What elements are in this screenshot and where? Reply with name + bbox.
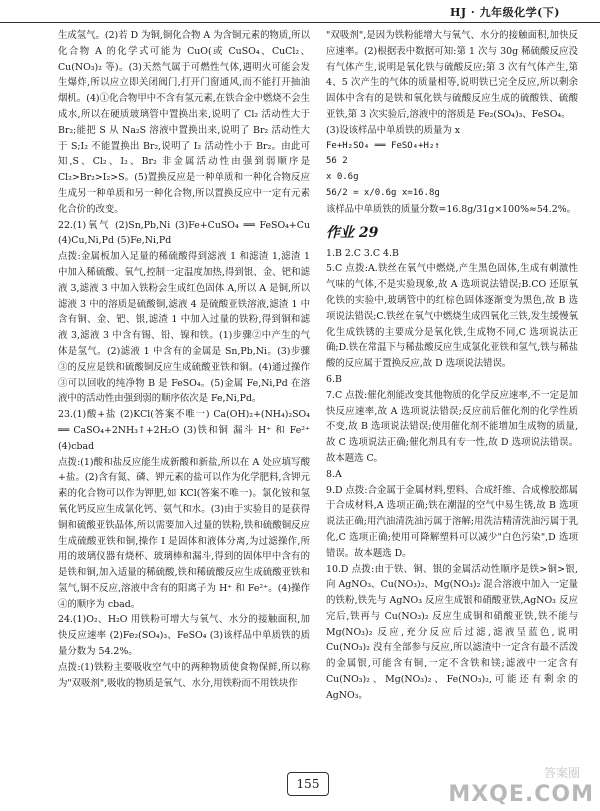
explanation-10: 10.D 点拨:由于铁、铜、银的金属活动性顺序是铁>铜>银,向 AgNO₃、Cu(NO₃)₂、Mg(NO₃)₂ 混合溶液中加入一定量的铁粉,铁先与 AgNO₃ 反应生成银和硝酸亚铁,AgNO₃ 反应完后,铁再与 Cu(NO₃)₂ 反应生成铜和硝酸亚铁,铁不能与 Mg(NO₃)₂ 反应,充分反应后过滤,滤液呈蓝色,说明 Cu(NO₃)₂ 没有全部参与反应,所以滤渣中一定含有最不活泼的金属银,可能含有铜,一定不含铁和镁;滤液中一定含有 Cu(NO₃)₂、Mg(NO₃)₂、Fe(NO₃)₂,可能还有剩余的 AgNO₃。 xyxy=(326,563,578,701)
solution-intro: (3)设该样品中单质铁的质量为 x xyxy=(326,124,461,136)
explanation-24: 点拨:(1)铁粉主要吸收空气中的两种物质使食物保鲜,所以称为"双吸剂",吸收的物质是氧气、水分,用铁粉而不用铁块作 xyxy=(58,661,310,689)
answer-8: 8.A xyxy=(326,468,342,480)
equation-ratio: 56/2 = x/0.6g x=16.8g xyxy=(326,187,440,198)
equation: Fe+H₂SO₄ ══ FeSO₄+H₂↑ xyxy=(326,140,440,151)
explanation-23: 点拨:(1)酸和盐反应能生成新酸和新盐,所以在 A 处应填写酸+盐。(2)含有氮、磷、钾元素的盐可以作为化学肥料,含钾元素的化合物可以作为钾肥,如 KCl(答案不唯一)。氯化铵和氢氧化钙反应生成氯化钙、氨气和水。(3)由于实验目的是获得铜和硫酸亚铁晶体,所以需要加入过量的铁粉,铁和硫酸铜反应生成硫酸亚铁和铜,操作 I 是固体和液体分离,为过滤操作,所用的玻璃仪器有烧杯、玻璃棒和漏斗,得到的固体甲中含有的是铁和铜,加入适量的稀硫酸,铁和稀硫酸反应生成硫酸亚铁和氢气,铜不反应,溶液中含有的阳离子为 H⁺ 和 Fe²⁺。(4)操作④的顺序为 cbad。 xyxy=(58,456,310,610)
equation-masses: 56 2 xyxy=(326,156,348,167)
explanation-7: 7.C 点拨:催化剂能改变其他物质的化学反应速率,不一定是加快反应速率,故 A 选项说法错误;反应前后催化剂的化学性质不变,故 B 选项说法错误;使用催化剂不能增加生成物的质量,故 C 选项说法正确;催化剂具有专一性,故 D 选项说法错误。故本题选 C。 xyxy=(326,389,578,464)
answer-6: 6.B xyxy=(326,373,342,385)
paragraph: 生成氢气。(2)若 D 为铜,铜化合物 A 为含铜元素的物质,所以化合物 A 的化学式可能为 CuO(或 CuSO₄、CuCl₂、Cu(NO₃)₂ 等)。(3)天然气属于可燃性气体,遇明火可能会发生爆炸,所以应立即关闭阀门,打开门窗通风,而不能打开抽油烟机。(4)①化合物甲中不含有氢元素,在铁合金中燃烧不会生成水,所以在硬质玻璃管中置换出来,说明了 Cl₂ 活动性大于 Br₂;能把 S 从 Na₂S 溶液中置换出来,说明了 Br₂ 活动性大于 S;I₂ 不能置换出 Br₂,说明了 I₂ 活动性小于 Br₂。由此可知,S、Cl₂、I₂、Br₂ 非金属活动性由强到弱顺序是 Cl₂>Br₂>I₂>S。(5)置换反应是一种单质和一种化合物反应生成另一种单质和另一种化合物,所以置换反应中一定有元素化合价的改变。 xyxy=(58,30,310,215)
answer-22: 22.(1)氧气 (2)Sn,Pb,Ni (3)Fe+CuSO₄ ══ FeSO₄+Cu (4)Cu,Ni,Pd (5)Fe,Ni,Pd xyxy=(58,219,310,247)
explanation-9: 9.D 点拨:合金属于金属材料,塑料、合成纤维、合成橡胶都属于合成材料,A 选项正确;铁在潮湿的空气中易生锈,故 B 选项说法正确;用汽油清洗油污属于溶解;用洗洁精清洗油污属于乳化,C 选项正确;使用可降解塑料可以减少"白色污染",D 选项错误。故本题选 D。 xyxy=(326,484,578,559)
solution-result: 该样品中单质铁的质量分数=16.8g/31g×100%≈54.2%。 xyxy=(326,203,576,215)
watermark-sub: 答案圈 xyxy=(543,766,580,780)
page-header xyxy=(0,0,600,23)
answers-1-4: 1.B 2.C 3.C 4.B xyxy=(326,247,399,259)
section-heading: 作业 29 xyxy=(326,224,379,241)
explanation-5: 5.C 点拨:A.铁丝在氧气中燃烧,产生黑色固体,生成有刺激性气味的气体,不是实验现象,故 A 选项说法错误;B.CO 还原氧化铁的实验中,玻璃管中的红棕色固体逐渐变为黑色,故 B 选项说法错误;C.铁丝在氧气中燃烧生成四氧化三铁,发生缓慢氧化生成铁锈的主要成分是氧化铁,生成物不同,C 选项说法正确;D.铁在常温下与稀盐酸反应生成氯化亚铁和氢气,铁与稀盐酸的反应属于置换反应,故 D 选项说法错误。 xyxy=(326,263,578,370)
paragraph: "双吸剂",是因为铁粉能增大与氧气、水分的接触面积,加快反应速率。(2)根据表中数据可知:第 1 次与 30g 稀硫酸反应没有气体产生,说明是氧化铁与硫酸反应;第 3 次有气体产生,第 4、5 次产生的气体的质量相等,说明铁已完全反应,所以剩余固体中含有的是铁和氧化铁与硫酸反应生成的硫酸铁、硫酸亚铁,第 3 次实验后,溶液中的溶质是 Fe₂(SO₄)₃、FeSO₄。 xyxy=(326,30,578,120)
watermark-logo: MXQE.COM xyxy=(448,782,594,807)
equation-unknowns: x 0.6g xyxy=(326,172,359,183)
header-title: HJ · 九年级化学(下) xyxy=(450,6,560,19)
left-column xyxy=(58,28,310,691)
answer-23: 23.(1)酸+盐 (2)KCl(答案不唯一) Ca(OH)₂+(NH₄)₂SO₄ ══ CaSO₄+2NH₃↑+2H₂O (3)铁和铜 漏斗 H⁺ 和 Fe²⁺ (4)cbad xyxy=(58,409,310,452)
right-column xyxy=(326,28,578,704)
page-number: 155 xyxy=(287,772,329,796)
answer-24: 24.(1)O₂、H₂O 用铁粉可增大与氧气、水分的接触面积,加快反应速率 (2)Fe₂(SO₄)₃、FeSO₄ (3)该样品中单质铁的质量分数为 54.2%。 xyxy=(58,614,310,658)
explanation-22: 点拨:金属板加入足量的稀硫酸得到滤液 1 和滤渣 1,滤渣 1 中加入稀硫酸、氧气,控制一定温度加热,得到银、金、钯和滤液 3,滤液 3 中加入铁粉会生成红色固体 A,所以 A 是铜,所以滤液 3 中的溶质是硫酸铜,滤液 4 是硫酸亚铁溶液,滤渣 1 中含有铜、金、钯、银,滤渣 1 中加入过量的铁粉,得到铜和滤液 3,滤液 3 中含有锡、铅、镍和铁。(1)步骤②中产生的气体是氢气。(2)滤液 1 中含有的金属是 Sn,Pb,Ni。(3)步骤③的反应是铁和硫酸铜反应生成硫酸亚铁和铜。(4)通过操作③可以回收的纯净物 B 是 FeSO₄。(5)金属 Fe,Ni,Pd 在溶液中的活动性由强到弱的顺序依次是 Fe,Ni,Pd。 xyxy=(58,251,310,405)
